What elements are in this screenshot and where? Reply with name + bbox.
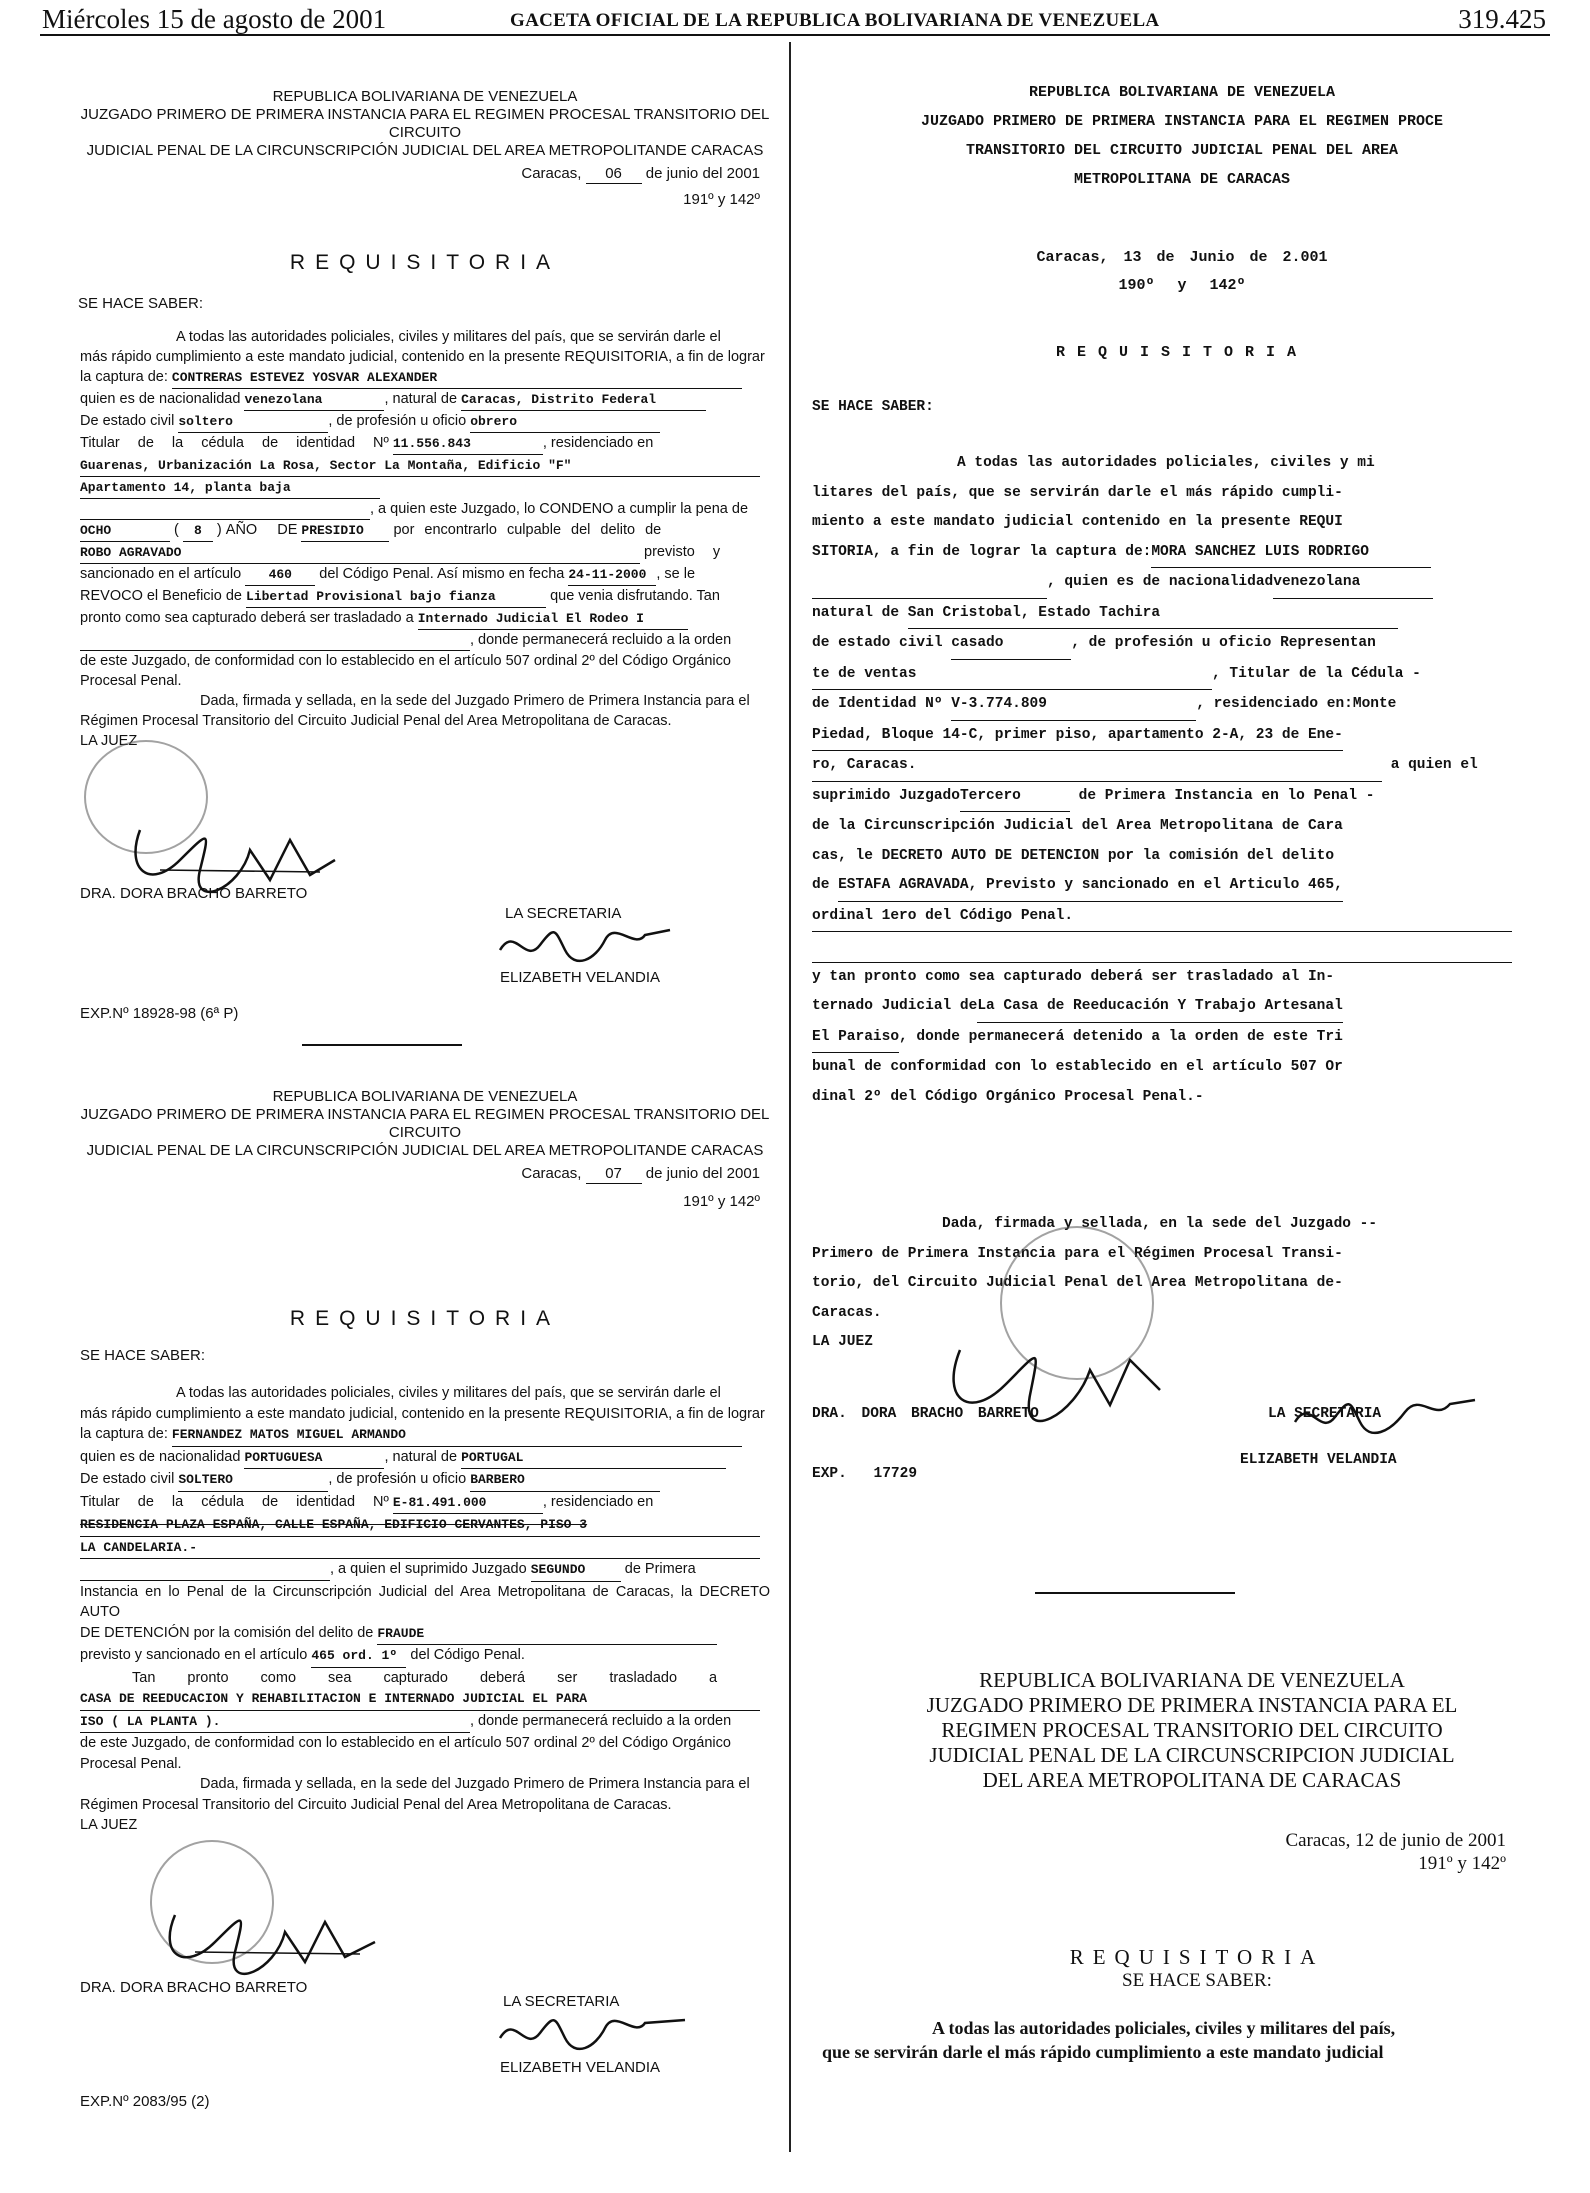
doc2-day: 07 bbox=[586, 1164, 642, 1184]
doc1-judge-name: DRA. DORA BRACHO BARRETO bbox=[80, 885, 308, 902]
doc1-secretary-name: ELIZABETH VELANDIA bbox=[500, 969, 661, 986]
doc4-date: Caracas, 12 de junio de 2001 191º y 142º bbox=[1285, 1830, 1506, 1874]
doc2-expediente: EXP.Nº 2083/95 (2) bbox=[80, 2093, 210, 2110]
doc4-h2: JUZGADO PRIMERO DE PRIMERA INSTANCIA PARA EL bbox=[926, 1693, 1458, 1717]
doc1-date: Caracas, 06 de junio del 2001 bbox=[521, 165, 760, 182]
doc1-h3: JUDICIAL PENAL DE LA CIRCUNSCRIPCIÓN JUDICIAL DEL AREA METROPOLITANDE CARACAS bbox=[86, 142, 764, 159]
header-date: Miércoles 15 de agosto de 2001 bbox=[42, 4, 387, 34]
doc3-secretary-name: ELIZABETH VELANDIA bbox=[1240, 1452, 1397, 1468]
header-title: GACETA OFICIAL DE LA REPUBLICA BOLIVARIANA DE VENEZUELA bbox=[510, 10, 1160, 31]
doc4-body: A todas las autoridades policiales, civiles y militares del país, que se servirán darle el más rápido cumplimiento a este mandato judicial bbox=[822, 2018, 1396, 2062]
doc1-secretary-signature bbox=[495, 920, 675, 970]
doc4-hace-saber: SE HACE SABER: bbox=[1122, 1970, 1272, 1991]
doc3-judge-name: DRA. DORA BRACHO BARRETO bbox=[812, 1406, 1039, 1422]
column-divider bbox=[789, 42, 791, 2152]
doc3-expediente: EXP. 17729 bbox=[812, 1466, 918, 1482]
doc2-captured-name: FERNANDEZ MATOS MIGUEL ARMANDO bbox=[172, 1425, 742, 1447]
doc1-day: 06 bbox=[586, 164, 642, 184]
doc4-h3: REGIMEN PROCESAL TRANSITORIO DEL CIRCUITO bbox=[941, 1718, 1443, 1742]
doc4-h1: REPUBLICA BOLIVARIANA DE VENEZUELA bbox=[979, 1668, 1405, 1692]
doc2-heading bbox=[80, 1088, 770, 1160]
doc-separator-right bbox=[1035, 1592, 1235, 1594]
doc2-hace-saber: SE HACE SABER: bbox=[80, 1347, 206, 1364]
doc2-judge-label: LA JUEZ bbox=[80, 1817, 138, 1833]
doc-separator bbox=[302, 1044, 462, 1046]
doc3-closing: Dada, firmada y sellada, en la sede del Juzgado -- Primero de Primera Instancia para el Régimen Procesal Transi- torio, del Circuito Judicial Penal del Area Metropolitana de- Caracas. LA JUEZ bbox=[812, 1210, 1532, 1358]
requisitoria-3 bbox=[812, 78, 1532, 1358]
doc1-h1: REPUBLICA BOLIVARIANA DE VENEZUELA bbox=[272, 88, 578, 105]
doc4-h4: JUDICIAL PENAL DE LA CIRCUNSCRIPCION JUDICIAL bbox=[929, 1743, 1455, 1767]
doc1-h2: JUZGADO PRIMERO DE PRIMERA INSTANCIA PARA EL REGIMEN PROCESAL TRANSITORIO DEL CIRCUITO bbox=[80, 106, 770, 141]
header-rule bbox=[40, 34, 1550, 36]
doc2-secretary-label: LA SECRETARIA bbox=[503, 1993, 620, 2010]
doc3-h3: TRANSITORIO DEL CIRCUITO JUDICIAL PENAL DEL AREA bbox=[965, 142, 1399, 159]
doc1-judge-label: LA JUEZ bbox=[80, 733, 138, 749]
doc2-secretary-name: ELIZABETH VELANDIA bbox=[500, 2059, 661, 2076]
doc1-body: A todas las autoridades policiales, civiles y militares del país, que se servirán darle el más rápido cumplimiento a este mandato judicial, contenido en la presente REQUISITORIA, a fin de lograr la captura de: CONTRERAS ESTEVEZ YOSVAR ALEXANDER quien es de nacionalidad venezolana , natural de Caracas, Distrito Federal De estado civil soltero , de profesión u oficio obrero Titular de la cédula de identidad Nº 11.556.843 , residenciado en Guarenas, Urbanización La Rosa, Sector La Montaña, Edificio "F" Apartamento 14, planta baja , a quien este Juzgado, lo CONDENO a cumplir la pena de OCHO ( 8 ) AÑO DE PRESIDIO por encontrarlo culpable del delito de ROBO AGRAVADO previsto y sancionado en el artículo 460 del Código Penal. Así mismo en fecha 24-11-2000 , se le REVOCO el Beneficio de Libertad Provisional bajo fianza que venia disfrutando. Tan pronto como sea capturado deberá ser trasladado a Internado Judicial El Rodeo I , donde permanecerá recluido a la orden de este Juzgado, de conformidad con lo establecido en el artículo 507 ordinal 2º del Código Orgánico Procesal Penal. Dada, firmada y sellada, en la sede del Juzgado Primero de Primera Instancia para el Régimen Procesal Transitorio del Circuito Judicial Penal del Area Metropolitana de Caracas. LA JUEZ bbox=[80, 327, 770, 751]
doc3-h2: JUZGADO PRIMERO DE PRIMERA INSTANCIA PARA EL REGIMEN PROCE bbox=[920, 113, 1444, 130]
doc4-title: REQUISITORIA bbox=[1069, 1945, 1325, 1969]
header-page-number: 319.425 bbox=[1458, 4, 1546, 34]
doc4-h5: DEL AREA METROPOLITANA DE CARACAS bbox=[982, 1768, 1402, 1792]
doc2-secretary-signature bbox=[495, 2008, 695, 2058]
doc3-body: A todas las autoridades policiales, civiles y mi litares del país, que se servirán darle el más rápido cumpli- miento a este mandato judicial contenido en la presente REQUI SITORIA, a fin de lograr la captura de:MORA SANCHEZ LUIS RODRIGO , quien es de nacionalidadvenezolana natural de San Cristobal, Estado Tachira de estado civil casado , de profesión u oficio Representan te de ventas , Titular de la Cédula - de Identidad Nº V-3.774.809 , residenciado en:Monte Piedad, Bloque 14-C, primer piso, apartamento 2-A, 23 de Ene- ro, Caracas. a quien el suprimido JuzgadoTercero de Primera Instancia en lo Penal - de la Circunscripción Judicial del Area Metropolitana de Cara cas, le DECRETO AUTO DE DETENCION por la comisión del delito de ESTAFA AGRAVADA, Previsto y sancionado en el Articulo 465, ordinal 1ero del Código Penal. y tan pronto como sea capturado deberá ser trasladado al In- ternado Judicial deLa Casa de Reeducación Y Trabajo Artesanal El Paraiso, donde permanecerá detenido a la orden de este Tri bunal de conformidad con lo establecido en el artículo 507 Or dinal 2º del Código Orgánico Procesal Penal.- bbox=[812, 449, 1532, 1112]
doc3-date: Caracas, 13 de Junio de 2.001 190º y 142º bbox=[1036, 249, 1328, 294]
doc1-heading bbox=[80, 88, 770, 160]
doc3-secretary-signature bbox=[1290, 1392, 1480, 1442]
doc2-date: Caracas, 07 de junio del 2001 bbox=[521, 1165, 760, 1182]
doc3-judge-label: LA JUEZ bbox=[812, 1334, 873, 1350]
doc2-body: A todas las autoridades policiales, civiles y militares del país, que se servirán darle el más rápido cumplimiento a este mandato judicial, contenido en la presente REQUISITORIA, a fin de lograr la captura de: FERNANDEZ MATOS MIGUEL ARMANDO quien es de nacionalidad PORTUGUESA , natural de PORTUGAL De estado civil SOLTERO , de profesión u oficio BARBERO Titular de la cédula de identidad Nº E-81.491.000 , residenciado en RESIDENCIA PLAZA ESPAÑA, CALLE ESPAÑA, EDIFICIO CERVANTES, PISO 3 LA CANDELARIA.- , a quien el suprimido Juzgado SEGUNDO de Primera Instancia en lo Penal de la Circunscripción Judicial del Area Metropolitana de Caracas, la DECRETO AUTO DE DETENCIÓN por la comisión del delito de FRAUDE previsto y sancionado en el artículo 465 ord. 1º del Código Penal. Tan pronto como sea capturado deberá ser trasladado a CASA DE REEDUCACION Y REHABILITACION E INTERNADO JUDICIAL EL PARA ISO ( LA PLANTA ). , donde permanecerá recluido a la orden de este Juzgado, de conformidad con lo establecido en el artículo 507 ordinal 2º del Código Orgánico Procesal Penal. Dada, firmada y sellada, en la sede del Juzgado Primero de Primera Instancia para el Régimen Procesal Transitorio del Circuito Judicial Penal del Area Metropolitana de Caracas. LA JUEZ bbox=[80, 1383, 770, 1836]
doc2-h3: JUDICIAL PENAL DE LA CIRCUNSCRIPCIÓN JUDICIAL DEL AREA METROPOLITANDE CARACAS bbox=[86, 1142, 764, 1159]
doc2-title: REQUISITORIA bbox=[289, 1307, 561, 1330]
doc3-h4: METROPOLITANA DE CARACAS bbox=[1073, 171, 1291, 188]
doc3-h1: REPUBLICA BOLIVARIANA DE VENEZUELA bbox=[1028, 84, 1336, 101]
doc2-judge-name: DRA. DORA BRACHO BARRETO bbox=[80, 1979, 308, 1996]
doc4-heading bbox=[812, 1668, 1532, 1793]
doc3-heading bbox=[812, 78, 1532, 194]
doc3-secretary-label: LA SECRETARIA bbox=[1268, 1406, 1382, 1422]
doc2-judge-signature bbox=[150, 1900, 380, 1980]
doc1-expediente: EXP.Nº 18928-98 (6ª P) bbox=[80, 1005, 239, 1022]
doc2-h2: JUZGADO PRIMERO DE PRIMERA INSTANCIA PARA EL REGIMEN PROCESAL TRANSITORIO DEL CIRCUITO bbox=[80, 1106, 770, 1141]
doc3-title: REQUISITORIA bbox=[1055, 344, 1309, 361]
doc1-years: 191º y 142º bbox=[683, 191, 760, 208]
gazette-header bbox=[0, 0, 1590, 40]
doc2-years: 191º y 142º bbox=[683, 1193, 760, 1210]
doc1-hace-saber: SE HACE SABER: bbox=[78, 295, 204, 312]
doc2-h1: REPUBLICA BOLIVARIANA DE VENEZUELA bbox=[272, 1088, 578, 1105]
doc3-hace-saber: SE HACE SABER: bbox=[812, 399, 934, 415]
doc1-title: REQUISITORIA bbox=[289, 251, 561, 274]
doc1-captured-name: CONTRERAS ESTEVEZ YOSVAR ALEXANDER bbox=[172, 368, 742, 389]
requisitoria-2 bbox=[80, 1088, 770, 1836]
requisitoria-1 bbox=[80, 88, 770, 751]
doc3-captured-name: MORA SANCHEZ LUIS RODRIGO bbox=[1151, 538, 1431, 569]
requisitoria-4 bbox=[812, 1668, 1532, 2064]
doc1-secretary-label: LA SECRETARIA bbox=[505, 905, 622, 922]
